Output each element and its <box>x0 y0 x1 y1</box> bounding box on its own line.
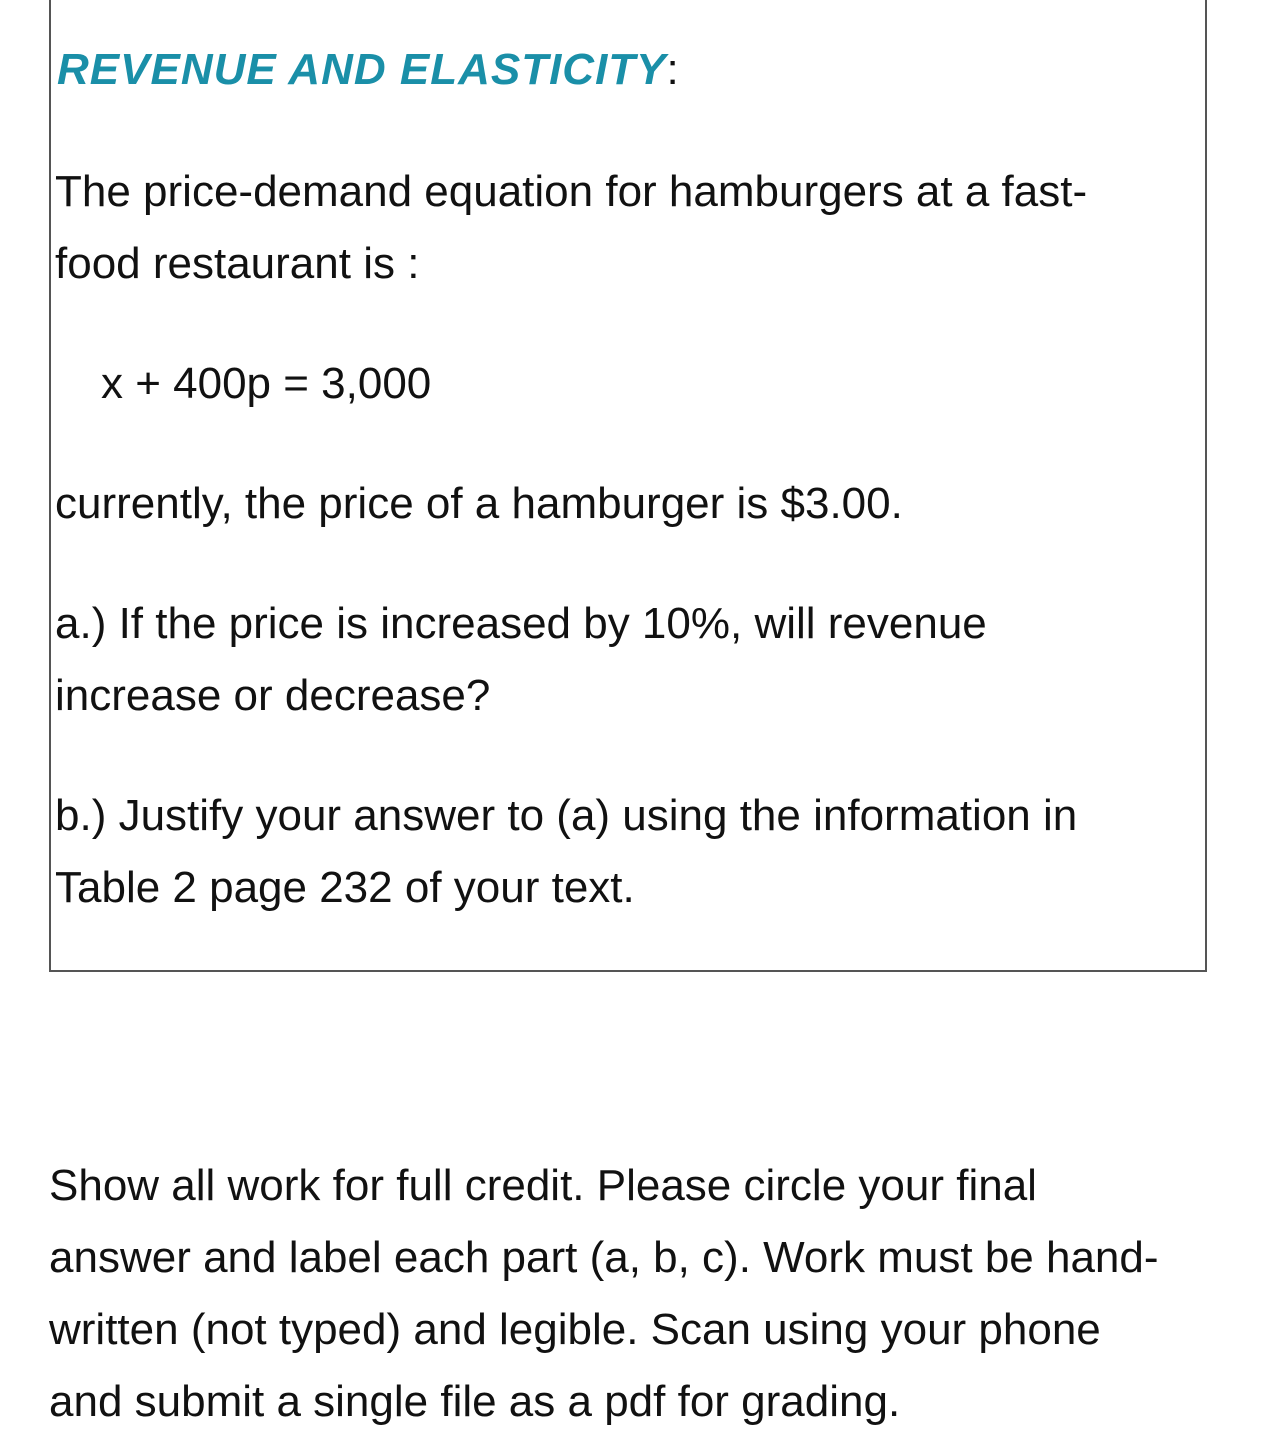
instructions-line: written (not typed) and legible. Scan using your phone <box>49 1305 1101 1354</box>
problem-intro-line: The price-demand equation for hamburgers at a fast- <box>55 167 1088 216</box>
current-price-statement: currently, the price of a hamburger is $3.00. <box>55 479 903 528</box>
section-title-text: REVENUE AND ELASTICITY <box>57 45 667 94</box>
submission-instructions <box>49 1150 1159 1438</box>
section-title-colon: : <box>666 45 680 94</box>
instructions-line: Show all work for full credit. Please circle your final <box>49 1161 1037 1210</box>
question-part-a-line: a.) If the price is increased by 10%, will revenue <box>55 599 987 648</box>
section-title <box>57 40 680 100</box>
problem-box <box>49 0 1207 972</box>
question-part-b-line: Table 2 page 232 of your text. <box>55 863 635 912</box>
problem-intro-line: food restaurant is : <box>55 239 420 288</box>
question-part-a-line: increase or decrease? <box>55 671 491 720</box>
question-part-b-line: b.) Justify your answer to (a) using the information in <box>55 791 1078 840</box>
question-part-b <box>55 780 1077 924</box>
instructions-line: answer and label each part (a, b, c). Work must be hand- <box>49 1233 1159 1282</box>
instructions-line: and submit a single file as a pdf for grading. <box>49 1377 901 1426</box>
question-part-a <box>55 588 987 732</box>
problem-intro <box>55 156 1087 300</box>
demand-equation: x + 400p = 3,000 <box>101 359 432 408</box>
